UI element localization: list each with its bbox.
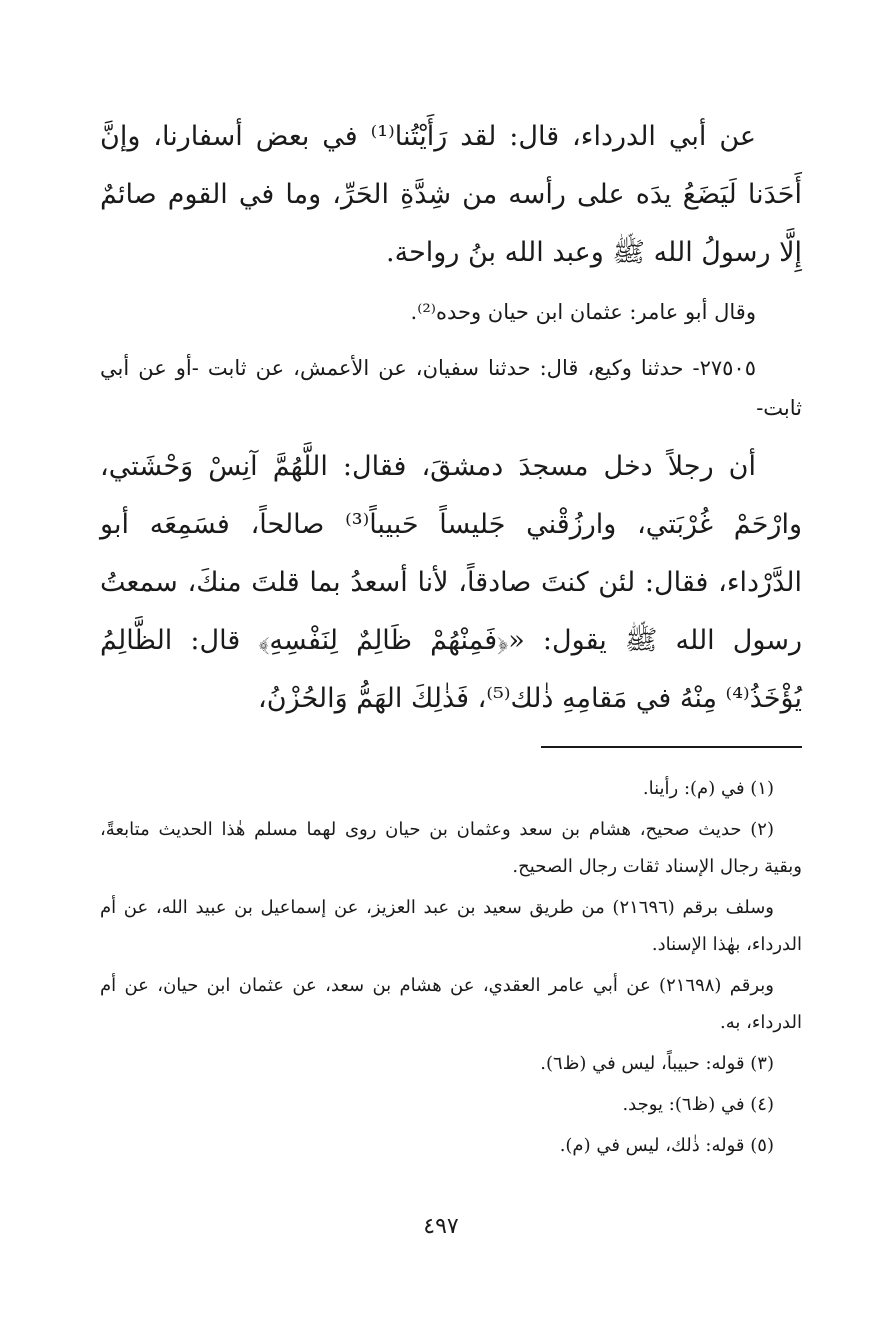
- footnote: (٤) في (ظ٦): يوجد.: [622, 1094, 774, 1115]
- footnote: (٢) حديث صحيح، هشام بن سعد وعثمان بن حيان روى لهما مسلم هٰذا الحديث متابعةً، وبقية رجال الإسناد ثقات رجال الصحيح.: [100, 819, 802, 877]
- footnote: (٥) قوله: ذٰلك، ليس في (م).: [559, 1135, 774, 1156]
- narrator-note: وقال أبو عامر: عثمان ابن حيان وحده⁽²⁾.: [410, 300, 756, 324]
- footnotes: [100, 770, 802, 1164]
- hadith-chain: ٢٧٥٠٥- حدثنا وكيع، قال: حدثنا سفيان، عن الأعمش، عن ثابت -أو عن أبي ثابت-: [100, 356, 802, 420]
- hadith-paragraph: أن رجلاً دخل مسجدَ دمشقَ، فقال: اللَّهُمَّ آنِسْ وَحْشَتي، وارْحَمْ غُرْبَتي، وارزُقْني جَليساً حَبيباً⁽³⁾ صالحاً، فسَمِعَه أبو الدَّرْداء، فقال: لئن كنتَ صادقاً، لأنا أسعدُ بما قلتَ منكَ، سمعتُ رسول الله ﷺ يقول: «﴿فَمِنْهُمْ ظَالِمٌ لِنَفْسِهِ﴾ قال: الظَّالِمُ يُؤْخَذُ⁽⁴⁾ مِنْهُ في مَقامِهِ ذٰلك⁽⁵⁾، فَذٰلِكَ الهَمُّ وَالحُزْنُ،: [100, 451, 802, 714]
- hadith-paragraph: عن أبي الدرداء، قال: لقد رَأَيْتُنا⁽¹⁾ في بعض أسفارنا، وإنَّ أَحَدَنا لَيَضَعُ يدَه على رأسه من شِدَّةِ الحَرِّ، وما في القوم صائمٌ إِلَّا رسولُ الله ﷺ وعبد الله بنُ رواحة.: [100, 121, 802, 268]
- footnote-separator: [541, 746, 802, 748]
- footnote: وبرقم (٢١٦٩٨) عن أبي عامر العقدي، عن هشام بن سعد، عن عثمان ابن حيان، عن أم الدرداء، به.: [100, 975, 802, 1033]
- page-number: ٤٩٧: [423, 1214, 459, 1239]
- footnote: (٣) قوله: حبيباً، ليس في (ظ٦).: [540, 1053, 774, 1074]
- footnote: (١) في (م): رأينا.: [642, 778, 774, 799]
- footnote: وسلف برقم (٢١٦٩٦) من طريق سعيد بن عبد العزيز، عن إسماعيل بن عبيد الله، عن أم الدرداء، بهٰذا الإسناد.: [100, 897, 802, 955]
- main-text: [100, 108, 802, 728]
